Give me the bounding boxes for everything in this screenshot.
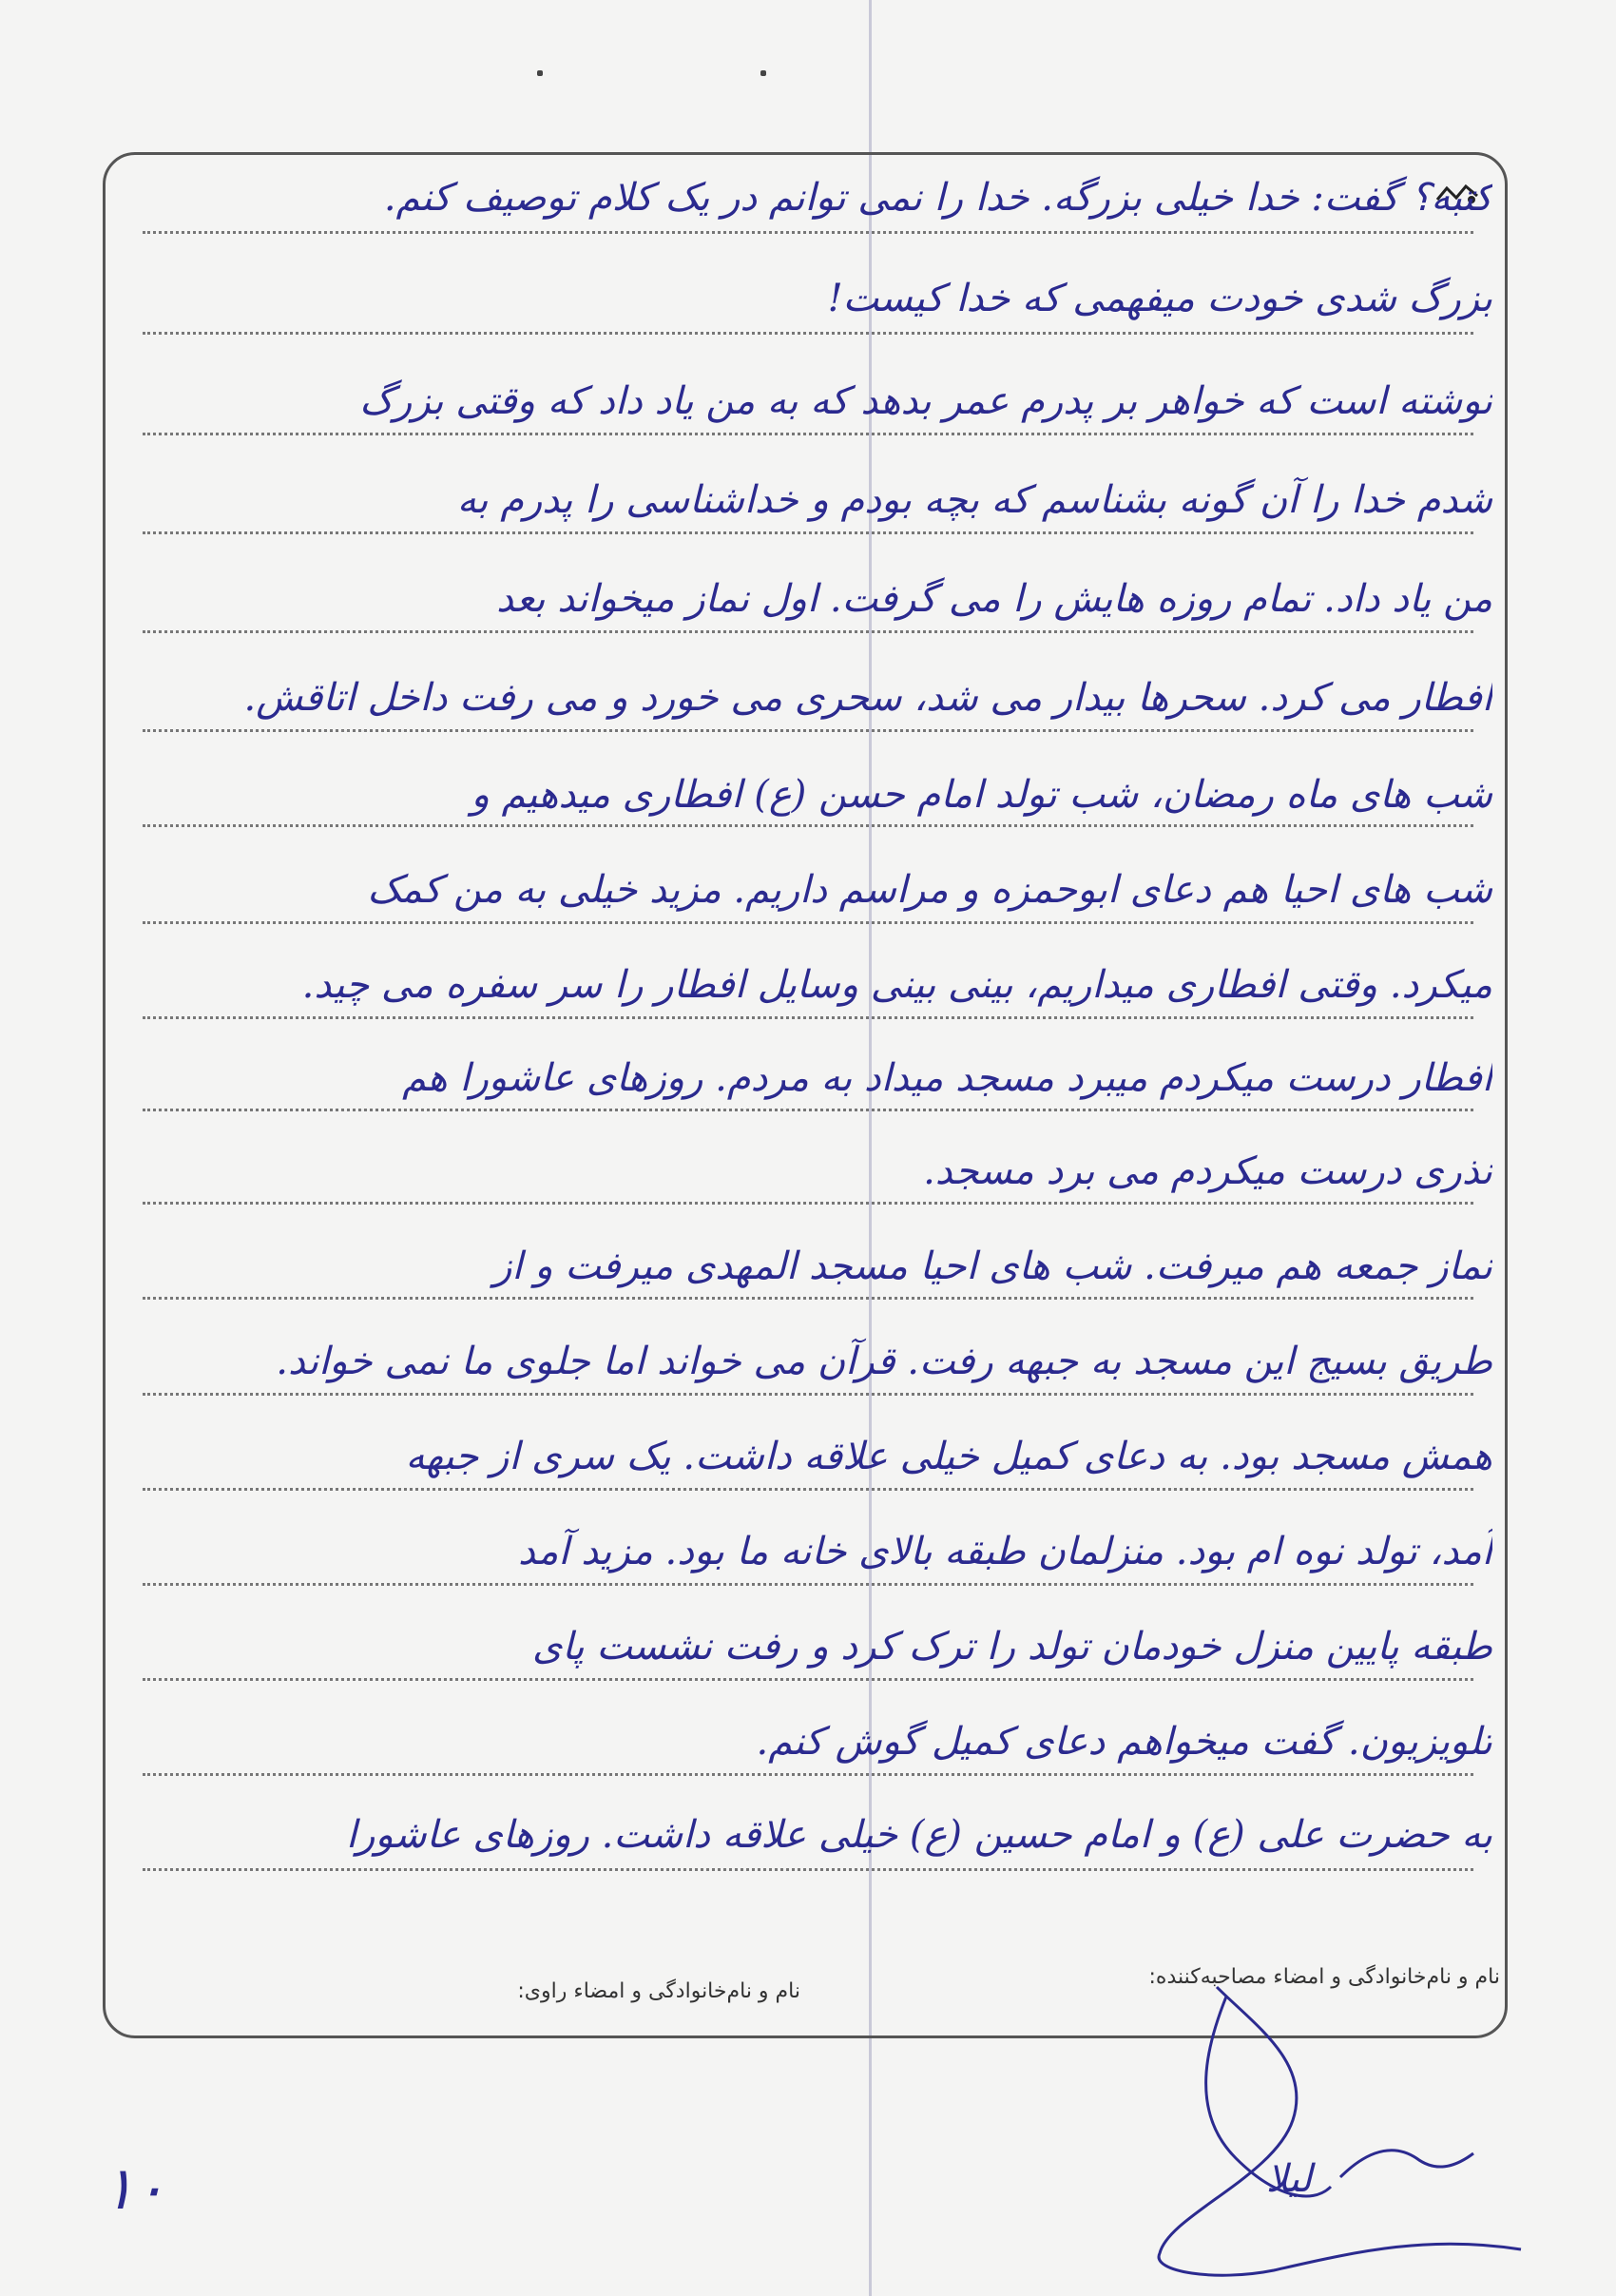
handwritten-line: بزرگ شدی خودت میفهمی که خدا کیست! (827, 277, 1492, 320)
handwritten-line: طبقه پایین منزل خودمان تولد را ترک کرد و رفت نشست پای (531, 1625, 1492, 1669)
handwritten-line: نذری درست میکردم می برد مسجد. (923, 1149, 1492, 1193)
ruled-line (143, 231, 1473, 234)
handwritten-line: نوشته است که خواهر بر پدرم عمر بدهد که به من یاد داد که وقتی بزرگ (359, 379, 1492, 423)
handwritten-line: نماز جمعه هم میرفت. شب های احیا مسجد المهدی میرفت و از (493, 1244, 1492, 1288)
page-number: ۱۰ (103, 2153, 166, 2223)
handwritten-line: شدم خدا را آن گونه بشناسم که بچه بودم و خداشناسی را پدرم به (456, 478, 1492, 522)
ink-speck (760, 70, 766, 76)
ruled-line (143, 824, 1473, 827)
ruled-line (143, 1678, 1473, 1681)
ruled-line (143, 921, 1473, 924)
handwritten-line: شب های احیا هم دعای ابوحمزه و مراسم داریم. مزید خیلی به من کمک (367, 868, 1492, 912)
ink-speck (537, 70, 543, 76)
handwritten-line: من یاد داد. تمام روزه هایش را می گرفت. اول نماز میخواند بعد (496, 577, 1492, 621)
ruled-line (143, 1583, 1473, 1586)
handwritten-line: افطار می کرد. سحرها بیدار می شد، سحری می خورد و می رفت داخل اتاقش. (243, 676, 1492, 720)
handwritten-line: طریق بسیج این مسجد به جبهه رفت. قرآن می خواند اما جلوی ما نمی خواند. (276, 1340, 1492, 1383)
handwritten-line: کتبه؟ گفت: خدا خیلی بزرگه. خدا را نمی توانم در یک کلام توصیف کنم. (383, 176, 1492, 220)
ruled-line (143, 729, 1473, 732)
narrator-signature-label: نام و نام‌خانوادگی و امضاء راوی: (517, 1979, 800, 2003)
ruled-line (143, 1202, 1473, 1205)
ruled-line (143, 1016, 1473, 1019)
ruled-line (143, 531, 1473, 534)
handwritten-line: تلویزیون. گفت میخواهم دعای کمیل گوش کنم. (756, 1720, 1492, 1764)
ruled-line (143, 1773, 1473, 1776)
ruled-line (143, 1297, 1473, 1300)
ruled-line (143, 630, 1473, 633)
handwritten-line: شب های ماه رمضان، شب تولد امام حسن (ع) افطاری میدهیم و (471, 773, 1492, 817)
handwritten-line: میکرد. وقتی افطاری میداریم، بینی بینی وسایل افطار را سر سفره می چید. (301, 963, 1492, 1007)
ruled-line (143, 1393, 1473, 1396)
handwritten-line: افطار درست میکردم میبرد مسجد میداد به مردم. روزهای عاشورا هم (402, 1056, 1492, 1100)
ruled-line (143, 1109, 1473, 1111)
ruled-line (143, 1868, 1473, 1871)
handwritten-line: به حضرت علی (ع) و امام حسین (ع) خیلی علاقه داشت. روزهای عاشورا (346, 1813, 1492, 1857)
handwritten-line: همش مسجد بود. به دعای کمیل خیلی علاقه داشت. یک سری از جبهه (405, 1435, 1492, 1478)
ruled-line (143, 433, 1473, 435)
ruled-line (143, 1488, 1473, 1491)
handwritten-line: آمد، تولد نوه ام بود. منزلمان طبقه بالای خانه ما بود. مزید آمد (517, 1530, 1492, 1573)
ruled-line (143, 332, 1473, 335)
handwritten-signature (1027, 1968, 1540, 2282)
interviewer-signature-label: نام و نام‌خانوادگی و امضاء مصاحبه‌کننده: (1148, 1965, 1500, 1989)
signature-text: لیلا (1265, 2157, 1312, 2201)
